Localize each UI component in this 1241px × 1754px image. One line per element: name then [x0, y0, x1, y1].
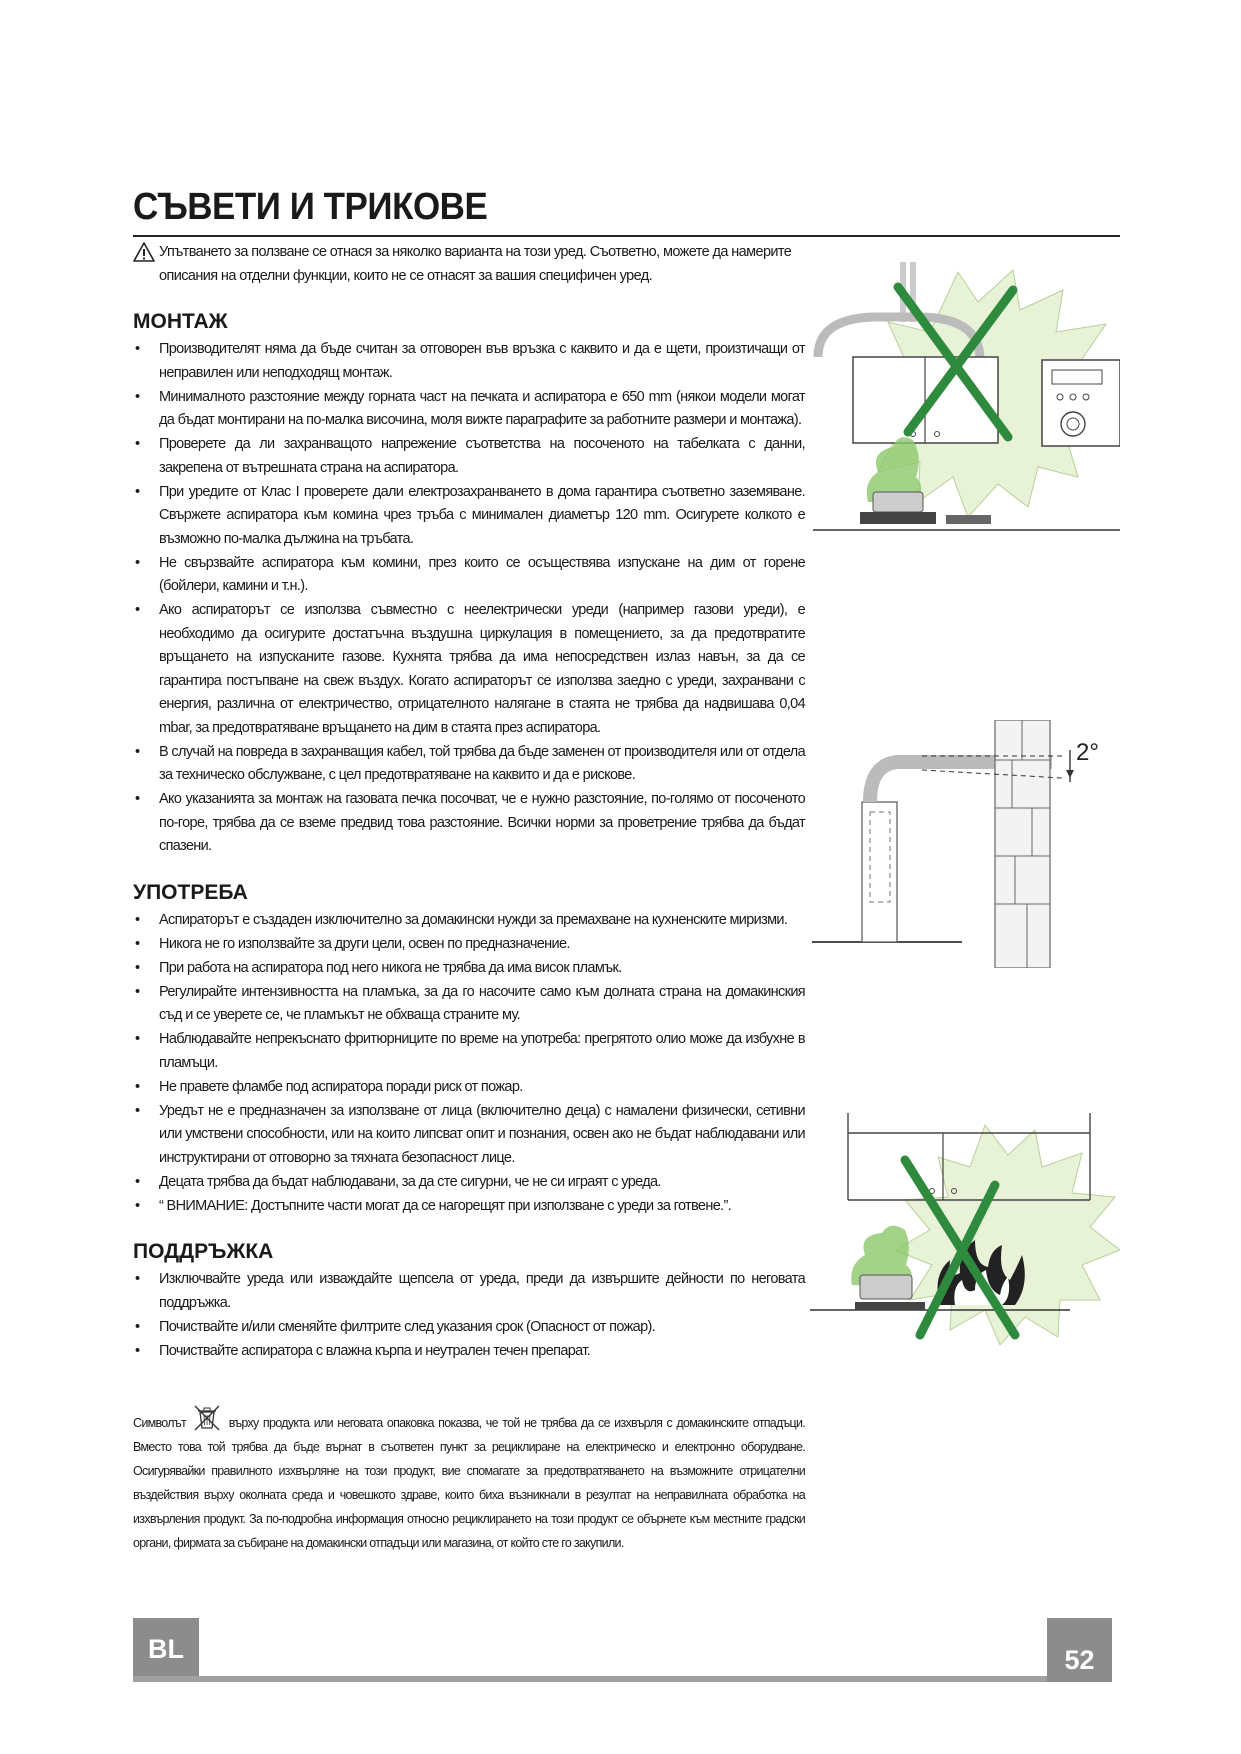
list-item: • Не свързвайте аспиратора към комини, през които се осъществява изпускане на дим от горене (бойлери, камини и т.н.).: [133, 552, 805, 599]
list-item: • Проверете да ли захранващото напрежение съответства на посоченото на табелката с данни, закрепена от вътрешната страна на аспиратора.: [133, 433, 805, 480]
list-item: • Уредът не е предназначен за използване от лица (включително деца) с намалени физически, сетивни или умствени способности, или на които липсват опит и познания, освен ако не бъдат наблюдавани или инструктирани от отговорно за тяхната безопасност лице.: [133, 1100, 805, 1171]
page-number: 52: [1047, 1618, 1112, 1682]
section-heading-poddruzhka: ПОДДРЪЖКА: [133, 1240, 274, 1263]
title-rule: [133, 235, 1120, 237]
disposal-text: върху продукта или неговата опаковка показва, че той не трябва да се изхвърля с домакинските отпадъци. Вместо това той трябва да бъде върнат в съответен пункт за рециклиране на електрическо и електронно оборудване. Осигурявайки правилното изхвърляне на този продукт, вие спомагате за предотвратяването на възможните отрицателни въздействия върху околната среда и човешкото здраве, които биха възникнали в резултат на неправилната обработка на изхвърления продукт. За по-подробна информация относно рециклирането на този продукт се обърнете към местните градски органи, фирмата за събиране на домакински отпадъци или магазина, от който сте го закупили.: [133, 1416, 806, 1550]
list-item: • При работа на аспиратора под него никога не трябва да има висок пламък.: [133, 957, 805, 981]
section-heading-upotreba: УПОТРЕБА: [133, 880, 248, 904]
list-item: • Наблюдавайте непрекъснато фритюрниците по време на употреба: прегрятото олио може да избухне в пламъци.: [133, 1028, 805, 1075]
list-item: • Децата трябва да бъдат наблюдавани, за да сте сигурни, че не си играят с уреда.: [133, 1171, 805, 1195]
list-item: • Производителят няма да бъде считан за отговорен във връзка с каквито и да е щети, произтичащи от неправилен или неподходящ монтаж.: [133, 338, 805, 385]
list-poddruzhka: [133, 1268, 805, 1363]
footer-rule: [133, 1676, 1112, 1682]
list-item: • Почиствайте и/или сменяйте филтрите след указания срок (Опасност от пожар).: [133, 1316, 805, 1340]
list-item: • При уредите от Клас I проверете дали електрозахранването в дома гарантира съответно заземяване. Свържете аспиратора към комина чрез тръба с минимален диаметър 120 mm. Осигурете колкото е възможно по-малка дължина на тръбата.: [133, 481, 805, 552]
illustration-hood-too-low: [808, 262, 1120, 542]
list-item: • Ако указанията за монтаж на газовата печка посочват, че е нужно разстояние, по-голямо от посоченото по-горе, трябва да се вземе предвид това разстояние. Всички норми за проветрение трябва да бъдат спазени.: [133, 788, 805, 859]
intro-note: [133, 240, 805, 288]
illustration-duct-slope: [812, 720, 1120, 968]
angle-label: 2°: [1076, 739, 1099, 766]
illustration-open-flame: [810, 1105, 1120, 1345]
list-upotreba: [133, 909, 805, 1219]
list-item: • Аспираторът е създаден изключително за домакински нужди за премахване на кухненските миризми.: [133, 909, 805, 933]
list-item: • Ако аспираторът се използва съвместно с неелектрически уреди (например газови уреди), е необходимо да осигурите достатъчна въздушна циркулация в помещението, за да предотвратите връщането на изпусканите газове. Кухнята трябва да има непосредствен излаз навън, за да се гарантира постъпване на свеж въздух. Когато аспираторът се използва заедно с уреди, захранвани с енергия, различна от електричество, отрицателното налягане в стаята не трябва да надвишава 0,04 mbar, за предотвратяване връщането на дим в стаята през аспиратора.: [133, 599, 805, 740]
list-item: • Изключвайте уреда или изваждайте щепсела от уреда, преди да извършите дейности по неговата поддръжка.: [133, 1268, 805, 1315]
disposal-lead: Символът: [133, 1416, 187, 1430]
crossed-bin-icon: [192, 1403, 222, 1433]
section-heading-montazh: МОНТАЖ: [133, 310, 228, 333]
list-item: • Минималното разстояние между горната част на печката и аспиратора е 650 mm (някои модели могат да бъдат монтирани на по-малка височина, моля вижте параграфите за работните размери и монтажа).: [133, 386, 805, 433]
list-item: • “ ВНИМАНИЕ: Достъпните части могат да се нагорещят при използване с уреди за готвене.”.: [133, 1195, 805, 1219]
list-item: • Не правете фламбе под аспиратора поради риск от пожар.: [133, 1076, 805, 1100]
page-title: СЪВЕТИ И ТРИКОВЕ: [133, 186, 488, 228]
warning-icon: [133, 242, 155, 262]
list-item: • Никога не го използвайте за други цели, освен по предназначение.: [133, 933, 805, 957]
intro-text: Упътването за ползване се отнася за няколко варианта на този уред. Съответно, можете да намерите описания на отделни функции, които не се отнасят за вашия специфичен уред.: [159, 244, 792, 284]
list-item: • Почиствайте аспиратора с влажна кърпа и неутрален течен препарат.: [133, 1340, 805, 1364]
disposal-notice: [133, 1403, 805, 1555]
list-item: • Регулирайте интензивността на пламъка, за да го насочите само към долната страна на домакинския съд и се уверете се, че пламъкът не обхваща страните му.: [133, 981, 805, 1028]
list-item: • В случай на повреда в захранващия кабел, той трябва да бъде заменен от производителя или от отдела за техническо обслужване, с цел предотвратяване на каквито и да е рискове.: [133, 741, 805, 788]
text-column: [133, 240, 805, 1555]
language-tab: BL: [133, 1618, 199, 1680]
list-montazh: [133, 338, 805, 859]
